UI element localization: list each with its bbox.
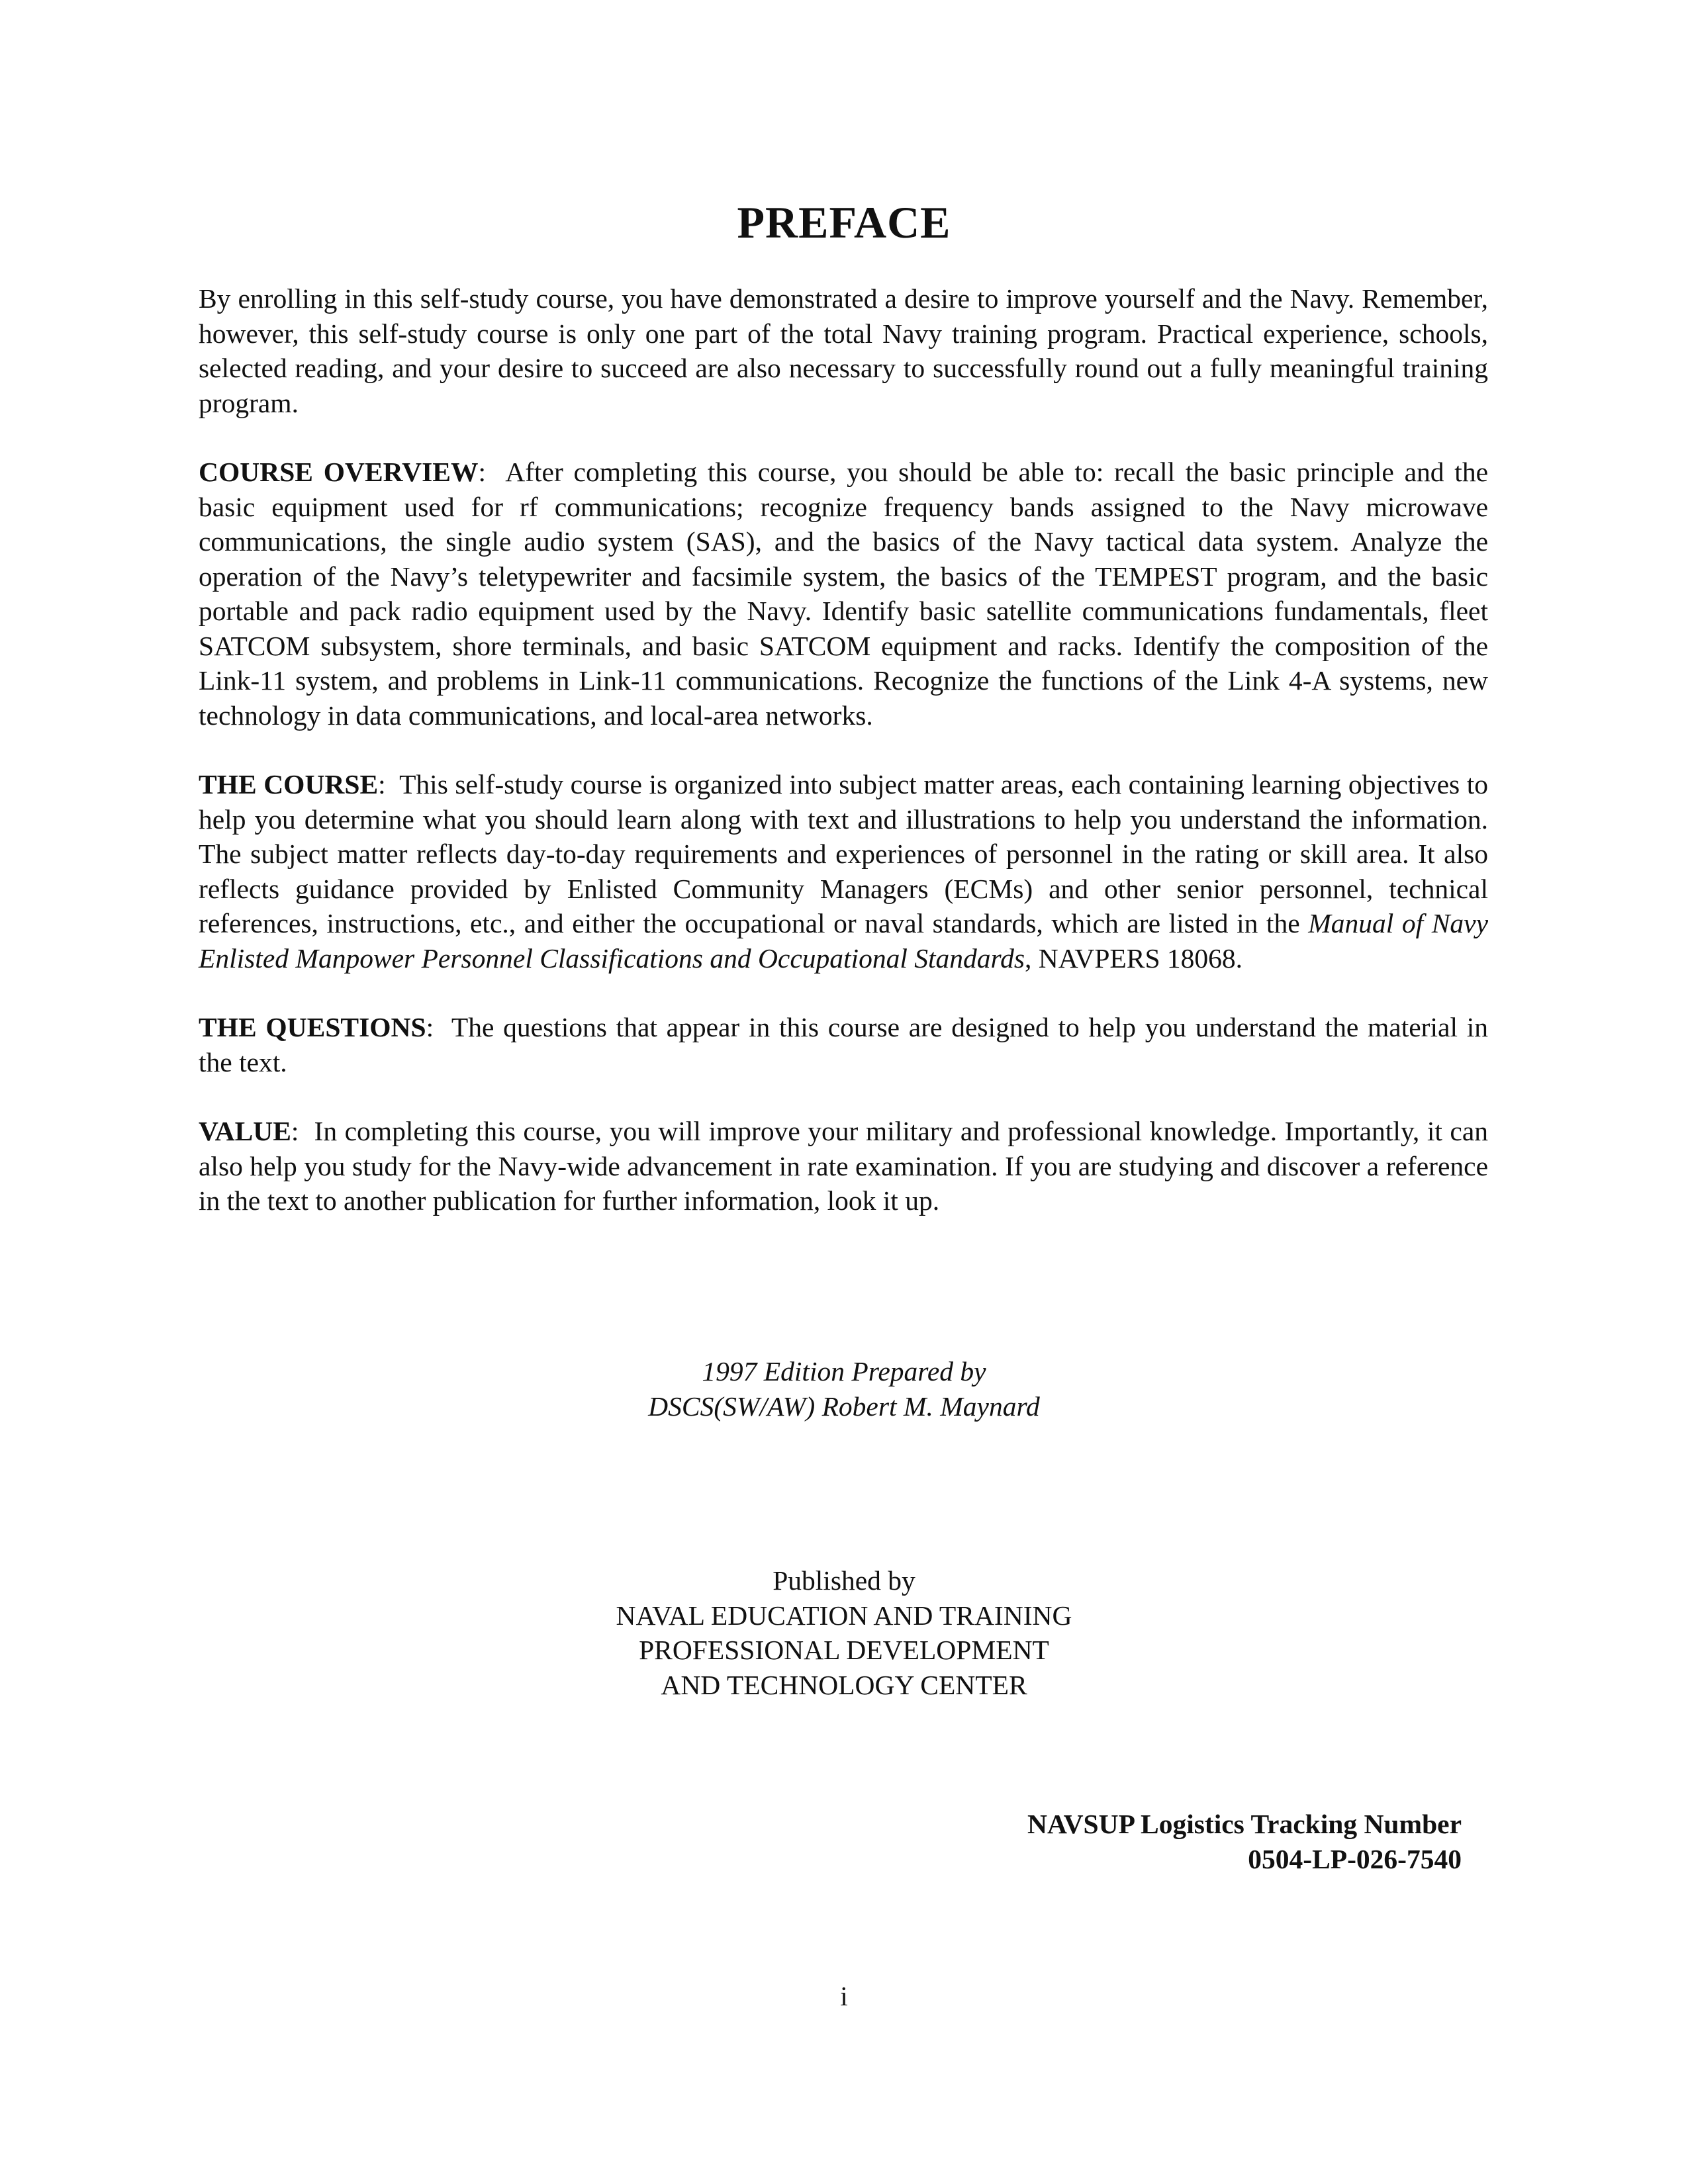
the-questions-paragraph: THE QUESTIONS: The questions that appear in this course are designed to help you understand the material in the text. bbox=[199, 1012, 1489, 1077]
the-course-label: THE COURSE bbox=[199, 769, 379, 799]
course-overview-text: After completing this course, you should be able to: recall the basic principle and the basic equipment used for rf communications; recognize frequency bands assigned to the Navy microwave communications, the single audio system (SAS), and the basics of the Navy tactical data system. Analyze the operation of the Navy’s teletypewriter and facsimile system, the basics of the TEMPEST program, and the basic portable and pack radio equipment used by the Navy. Identify basic satellite communications fundamentals, fleet SATCOM subsystem, shore terminals, and basic SATCOM equipment and racks. Identify the composition of the Link-11 system, and problems in Link-11 communications. Recognize the functions of the Link 4-A systems, new technology in data communications, and local-area networks. bbox=[199, 457, 1488, 731]
page-title: PREFACE bbox=[737, 197, 951, 248]
publisher-name-line-2: PROFESSIONAL DEVELOPMENT bbox=[639, 1635, 1049, 1665]
tracking-number: 0504-LP-026-7540 bbox=[1248, 1843, 1462, 1874]
value-text: In completing this course, you will improve your military and professional knowledge. Importantly, it can also help you study for the Navy-wide advancement in rate examination. If you are studying and discover a reference in the text to another publication for further information, look it up. bbox=[199, 1116, 1488, 1216]
manual-title: Manual of Navy Enlisted Manpower Personnel Classifications and Occupational Standards bbox=[199, 908, 1488, 974]
intro-paragraph: By enrolling in this self-study course, you have demonstrated a desire to improve yourself and the Navy. Remember, however, this self-study course is only one part of the total Navy training program. Practical experience, schools, selected reading, and your desire to succeed are also necessary to successfully round out a fully meaningful training program. bbox=[199, 283, 1488, 418]
course-overview-paragraph: COURSE OVERVIEW: After completing this course, you should be able to: recall the basic principle and the basic equipment used for rf communications; recognize frequency bands assigned to the Navy microwave communications, the single audio system (SAS), and the basics of the Navy tactical data system. Analyze the operation of the Navy’s teletypewriter and facsimile system, the basics of the TEMPEST program, and the basic portable and pack radio equipment used by the Navy. Identify basic satellite communications fundamentals, fleet SATCOM subsystem, shore terminals, and basic SATCOM equipment and racks. Identify the composition of the Link-11 system, and problems in Link-11 communications. Recognize the functions of the Link 4-A systems, new technology in data communications, and local-area networks. bbox=[199, 457, 1488, 731]
publisher-block bbox=[0, 1563, 1688, 1702]
the-course-text: This self-study course is organized into subject matter areas, each containing learning objectives to help you determine what you should learn along with text and illustrations to help you understand the information. The subject matter reflects day-to-day requirements and experiences of personnel in the rating or skill area. It also reflects guidance provided by Enlisted Community Managers (ECMs) and other senior personnel, technical references, instructions, etc., and either the occupational or naval standards, which are listed in the bbox=[199, 769, 1489, 938]
edition-credit bbox=[0, 1354, 1688, 1424]
the-course-paragraph: THE COURSE: This self-study course is organized into subject matter areas, each containing learning objectives to help you determine what you should learn along with text and illustrations to help you understand the information. The subject matter reflects day-to-day requirements and experiences of personnel in the rating or skill area. It also reflects guidance provided by Enlisted Community Managers (ECMs) and other senior personnel, technical references, instructions, etc., and either the occupational or naval standards, which are listed in the Manual of Navy Enlisted Manpower Personnel Classifications and Occupational Standards, NAVPERS 18068. bbox=[199, 769, 1489, 974]
the-course-text-end: , NAVPERS 18068. bbox=[1025, 942, 1243, 974]
the-questions-label: THE QUESTIONS bbox=[199, 1012, 426, 1042]
tracking-number-block bbox=[1027, 1807, 1462, 1876]
publisher-name-line-3: AND TECHNOLOGY CENTER bbox=[661, 1669, 1027, 1700]
value-label: VALUE bbox=[199, 1116, 291, 1146]
publisher-name-line-1: NAVAL EDUCATION AND TRAINING bbox=[616, 1600, 1072, 1631]
author-line: DSCS(SW/AW) Robert M. Maynard bbox=[648, 1390, 1040, 1422]
preface-body bbox=[199, 281, 1488, 1253]
course-overview-label: COURSE OVERVIEW bbox=[199, 457, 479, 487]
tracking-label: NAVSUP Logistics Tracking Number bbox=[1027, 1809, 1462, 1839]
page-number: i bbox=[840, 1981, 848, 2011]
value-paragraph: VALUE: In completing this course, you will improve your military and professional knowledge. Importantly, it can also help you study for the Navy-wide advancement in rate examination. If you are studying and discover a reference in the text to another publication for further information, look it up. bbox=[199, 1116, 1488, 1216]
published-by-line: Published by bbox=[773, 1565, 915, 1596]
edition-line: 1997 Edition Prepared by bbox=[702, 1356, 986, 1387]
the-questions-text: The questions that appear in this course are designed to help you understand the material in the text. bbox=[199, 1012, 1489, 1077]
